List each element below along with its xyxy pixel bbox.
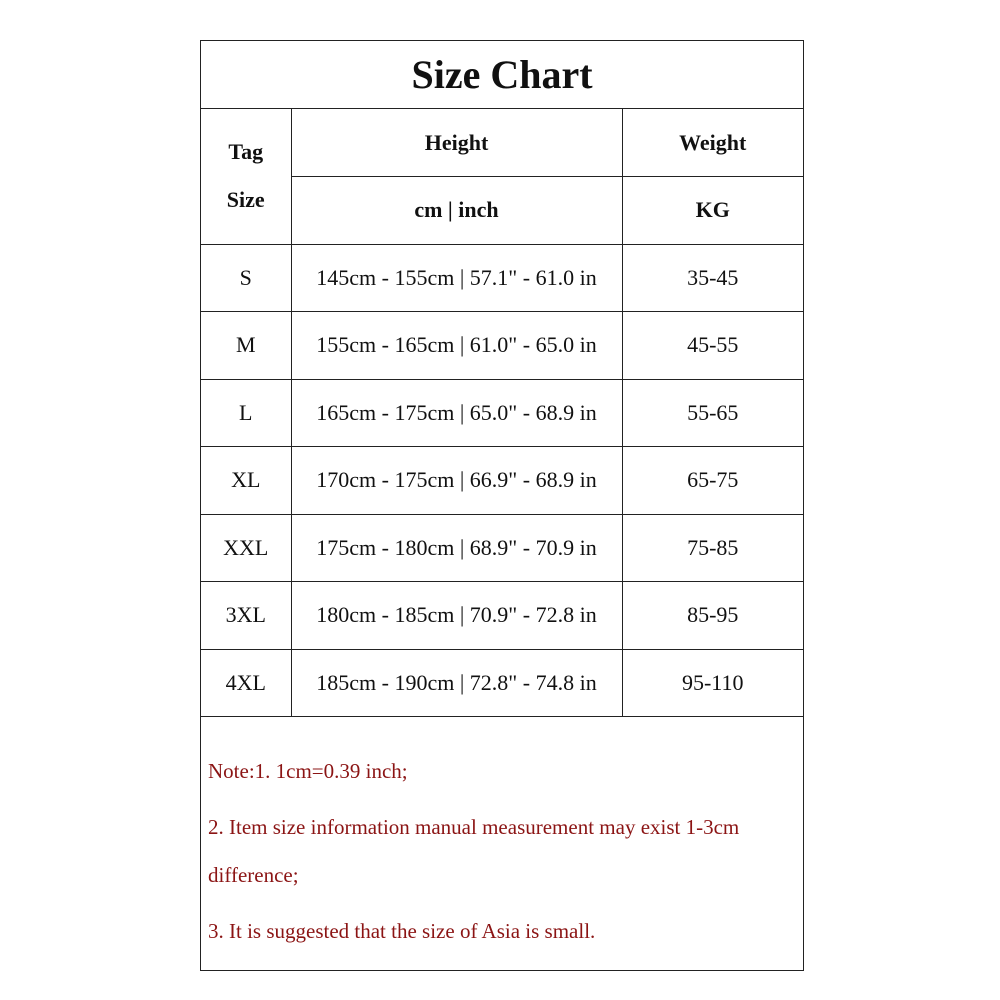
size-cell: S <box>201 244 291 312</box>
weight-cell: 45-55 <box>622 312 803 380</box>
tag-header-line1: Tag <box>228 139 264 165</box>
notes-section <box>201 731 803 971</box>
note-3: 3. It is suggested that the size of Asia is small. <box>208 919 596 943</box>
table-row <box>201 244 803 312</box>
table-row <box>201 582 803 650</box>
height-cell: 180cm - 185cm | 70.9" - 72.8 in <box>291 582 622 650</box>
weight-units-header: KG <box>622 177 803 245</box>
table-row <box>201 447 803 515</box>
weight-cell: 85-95 <box>622 582 803 650</box>
table-row <box>201 312 803 380</box>
table-row <box>201 379 803 447</box>
units-row <box>201 177 803 245</box>
weight-cell: 55-65 <box>622 379 803 447</box>
weight-cell: 35-45 <box>622 244 803 312</box>
note-2-line1: 2. Item size information manual measurement may exist 1-3cm <box>208 815 740 839</box>
chart-title: Size Chart <box>201 41 803 109</box>
size-cell: XL <box>201 447 291 515</box>
size-cell: 4XL <box>201 649 291 717</box>
height-cell: 165cm - 175cm | 65.0" - 68.9 in <box>291 379 622 447</box>
height-cell: 155cm - 165cm | 61.0" - 65.0 in <box>291 312 622 380</box>
size-table <box>201 109 803 717</box>
height-cell: 185cm - 190cm | 72.8" - 74.8 in <box>291 649 622 717</box>
header-row <box>201 109 803 177</box>
size-chart <box>200 40 804 971</box>
height-units-header: cm | inch <box>291 177 622 245</box>
note-1: Note:1. 1cm=0.39 inch; <box>208 759 408 783</box>
weight-cell: 75-85 <box>622 514 803 582</box>
table-row <box>201 649 803 717</box>
size-cell: 3XL <box>201 582 291 650</box>
size-cell: XXL <box>201 514 291 582</box>
height-cell: 145cm - 155cm | 57.1" - 61.0 in <box>291 244 622 312</box>
weight-cell: 95-110 <box>622 649 803 717</box>
size-cell: L <box>201 379 291 447</box>
height-cell: 170cm - 175cm | 66.9" - 68.9 in <box>291 447 622 515</box>
size-cell: M <box>201 312 291 380</box>
tag-header-line2: Size <box>226 187 265 213</box>
weight-header: Weight <box>622 109 803 177</box>
tag-size-header <box>201 109 291 244</box>
note-2-line2: difference; <box>208 863 299 887</box>
table-row <box>201 514 803 582</box>
height-cell: 175cm - 180cm | 68.9" - 70.9 in <box>291 514 622 582</box>
weight-cell: 65-75 <box>622 447 803 515</box>
height-header: Height <box>291 109 622 177</box>
